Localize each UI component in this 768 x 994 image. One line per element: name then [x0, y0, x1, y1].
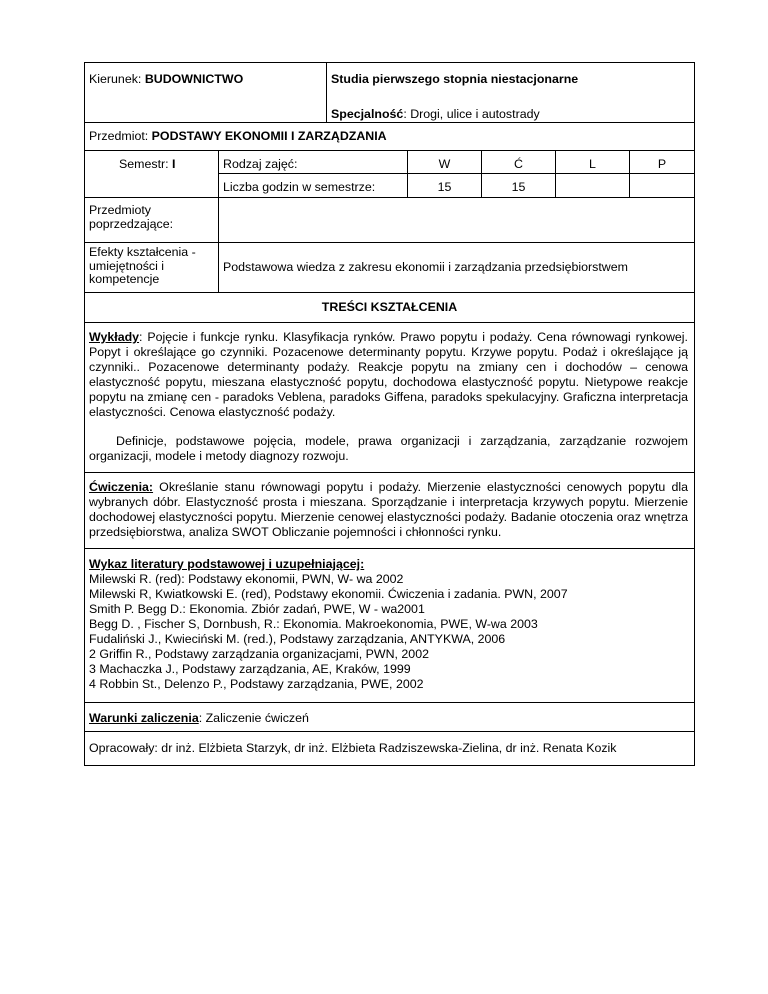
syllabus-form	[84, 62, 695, 766]
conditions-value: : Zaliczenie ćwiczeń	[198, 711, 309, 725]
hours-p	[630, 174, 694, 197]
authors-row: Opracowały: dr inż. Elżbieta Starzyk, dr inż. Elżbieta Radziszewska-Zielina, dr inż. Renata Kozik	[89, 741, 617, 755]
specialization	[331, 107, 694, 121]
literature-item: 4 Robbin St., Delenzo P., Podstawy zarządzania, PWE, 2002	[89, 677, 424, 691]
class-type-table	[219, 151, 694, 197]
study-type-cell	[327, 63, 694, 122]
exercises-section	[85, 473, 694, 549]
literature-item: 2 Griffin R., Podstawy zarządzania organizacjami, PWN, 2002	[89, 647, 429, 661]
literature-item: Smith P. Begg D.: Ekonomia. Zbiór zadań, PWE, W - wa2001	[89, 602, 425, 616]
semester-cell	[85, 151, 219, 197]
field-of-study-label: Kierunek:	[89, 72, 142, 86]
literature-item: Begg D. , Fischer S, Dornbush, R.: Ekonomia. Makroekonomia, PWE, W-wa 2003	[89, 617, 538, 631]
lectures-text: : Pojęcie i funkcje rynku. Klasyfikacja rynków. Prawo popytu i podaży. Cena równowagi rynkowej. Popyt i określające go czynniki. Pozacenowe determinanty popytu. Krzywe popytu. Podaż i określające ją czynniki.. Pozacenowe determinanty podaży. Reakcje popytu na zmiany cen i dochodów – cenowa elastyczność popytu, mieszana elastyczność popytu, dochodowa elastyczność popytu. Nietypowe reakcje popytu na zmianę cen - paradoks Veblena, paradoks Giffena, paradoks spekulacyjny. Graficzna interpretacja elastyczności. Cenowa elastyczność podaży.	[89, 330, 688, 419]
subject-label: Przedmiot:	[89, 129, 149, 143]
learning-outcomes-value: Podstawowa wiedza z zakresu ekonomii i zarządzania przedsiębiorstwem	[223, 260, 628, 274]
exercises-label: Ćwiczenia:	[89, 480, 154, 494]
literature-item: 3 Machaczka J., Podstawy zarządzania, AE, Kraków, 1999	[89, 662, 411, 676]
lectures-paragraph	[89, 330, 688, 420]
class-type-label: Rodzaj zajęć:	[219, 151, 408, 173]
study-type: Studia pierwszego stopnia niestacjonarne	[331, 72, 579, 86]
hours-c: 15	[482, 174, 556, 197]
lectures-label: Wykłady	[89, 330, 140, 344]
class-type-c: Ć	[482, 151, 556, 173]
field-of-study-cell	[85, 63, 327, 122]
semester-grid	[85, 151, 694, 198]
prerequisites-row	[85, 198, 694, 243]
subject-value: PODSTAWY EKONOMII I ZARZĄDZANIA	[151, 129, 387, 143]
semester-label: Semestr:	[119, 157, 169, 171]
literature-item: Milewski R, Kwiatkowski E. (red), Podstawy ekonomii. Ćwiczenia i zadania. PWN, 2007	[89, 587, 568, 601]
exercises-text: Określanie stanu równowagi popytu i podaży. Mierzenie elastyczności cenowych popytu dla wybranych dóbr. Elastyczność prosta i mieszana. Sporządzanie i interpretacja krzywych popytu. Mierzenie dochodowej elastyczności popytu. Mierzenie cenowej elastyczności podaży. Badanie otoczenia oraz wnętrza przedsiębiorstwa, analiza SWOT Obliczanie pojemności i chłonności rynku.	[89, 480, 688, 539]
header-row	[85, 63, 694, 123]
literature-item: Milewski R. (red): Podstawy ekonomii, PWN, W- wa 2002	[89, 572, 404, 586]
learning-outcomes-label: Efekty kształcenia - umiejętności i kompetencje	[85, 243, 219, 292]
hours-w: 15	[408, 174, 482, 197]
exercises-paragraph	[89, 480, 688, 540]
conditions-row	[85, 703, 694, 732]
learning-outcomes-row	[85, 243, 694, 293]
lectures-text-2: Definicje, podstawowe pojęcia, modele, prawa organizacji i zarządzania, zarządzanie rozwojem organizacji, modele i metody diagnozy rozwoju.	[89, 434, 688, 463]
class-type-row	[219, 151, 694, 174]
hours-row	[219, 174, 694, 197]
literature-section	[85, 549, 694, 703]
conditions-label: Warunki zaliczenia	[89, 711, 199, 725]
field-of-study-value: BUDOWNICTWO	[144, 72, 244, 86]
class-type-l: L	[556, 151, 630, 173]
literature-item: Fudaliński J., Kwieciński M. (red.), Podstawy zarządzania, ANTYKWA, 2006	[89, 632, 506, 646]
class-type-p: P	[657, 157, 667, 171]
semester-value: I	[172, 157, 176, 171]
lectures-section	[85, 323, 694, 473]
specialization-value: : Drogi, ulice i autostrady	[403, 107, 540, 121]
subject-row	[85, 123, 694, 151]
hours-l	[556, 174, 630, 197]
content-title: TREŚCI KSZTAŁCENIA	[85, 293, 694, 323]
class-type-w: W	[408, 151, 482, 173]
prerequisites-label: Przedmioty poprzedzające:	[85, 198, 219, 242]
literature-label: Wykaz literatury podstawowej i uzupełniającej:	[89, 557, 365, 571]
specialization-label: Specjalność	[331, 107, 404, 121]
hours-label: Liczba godzin w semestrze:	[219, 174, 408, 197]
